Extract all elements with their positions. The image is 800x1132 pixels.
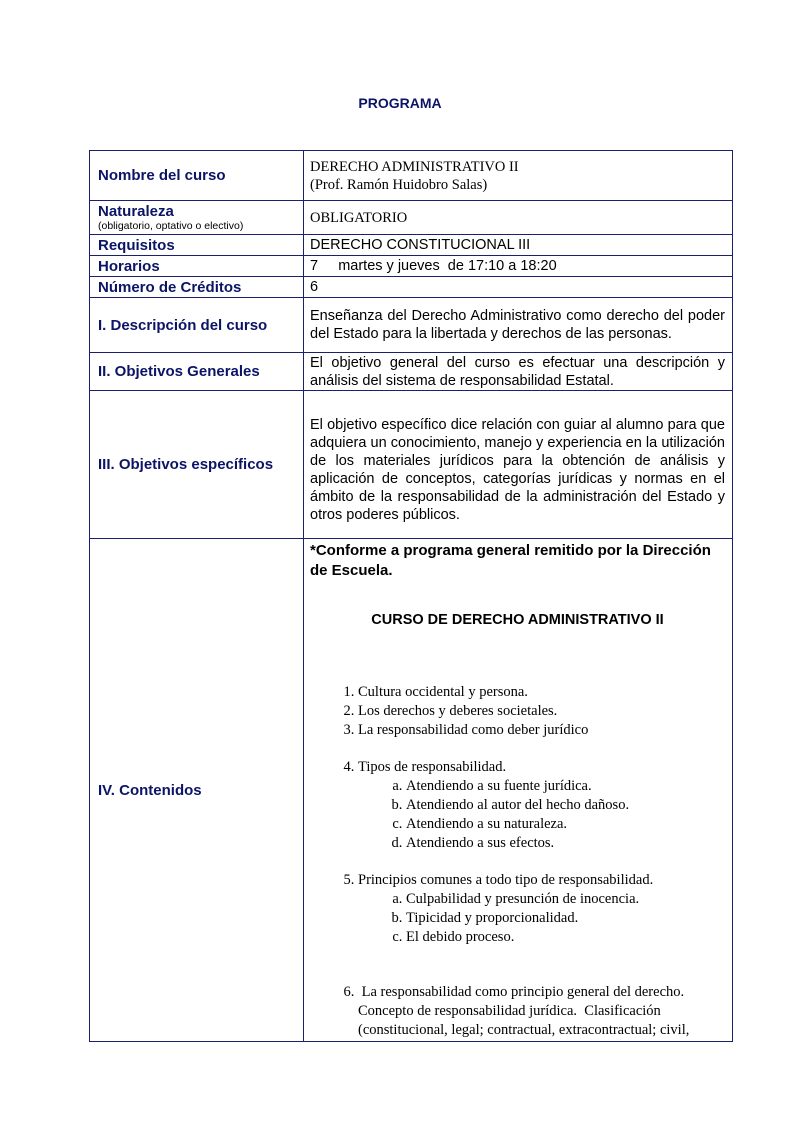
program-table xyxy=(89,150,733,1042)
label-contenidos: IV. Contenidos xyxy=(90,539,304,1042)
label-requisitos: Requisitos xyxy=(90,235,304,256)
list-item: 1. Cultura occidental y persona. xyxy=(358,683,725,702)
sublist-item: c. Atendiendo a su naturaleza. xyxy=(406,815,725,834)
row-creditos xyxy=(90,277,733,298)
list-item: 3. La responsabilidad como deber jurídico xyxy=(358,721,725,740)
contenidos-course-title: CURSO DE DERECHO ADMINISTRATIVO II xyxy=(371,612,664,628)
value-horarios: 7 martes y jueves de 17:10 a 18:20 xyxy=(304,256,733,277)
value-creditos: 6 xyxy=(304,277,733,298)
list-item: 2. Los derechos y deberes societales. xyxy=(358,702,725,721)
list-item: 6. La responsabilidad como principio general del derecho. Concepto de responsabilidad jurídica. Clasificación (constitucional, legal; contractual, extracontractual; civil, xyxy=(358,983,725,1040)
contenidos-list xyxy=(310,683,725,1040)
sublist-item: b. Atendiendo al autor del hecho dañoso. xyxy=(406,796,725,815)
sublist-item: b. Tipicidad y proporcionalidad. xyxy=(406,909,725,928)
course-name: DERECHO ADMINISTRATIVO II xyxy=(310,158,519,175)
sublist-5 xyxy=(358,890,725,947)
contenidos-note: *Conforme a programa general remitido por la Dirección de Escuela. xyxy=(310,542,711,579)
value-naturaleza: OBLIGATORIO xyxy=(304,201,733,235)
naturaleza-title: Naturaleza xyxy=(98,203,174,220)
row-obj-generales xyxy=(90,353,733,391)
sublist-4 xyxy=(358,777,725,853)
row-nombre xyxy=(90,151,733,201)
label-naturaleza xyxy=(90,201,304,235)
label-obj-especificos: III. Objetivos específicos xyxy=(90,391,304,539)
sublist-item: a. Atendiendo a su fuente jurídica. xyxy=(406,777,725,796)
course-professor: (Prof. Ramón Huidobro Salas) xyxy=(310,176,488,193)
page-title: PROGRAMA xyxy=(358,95,442,111)
value-obj-especificos: El objetivo específico dice relación con guiar al alumno para que adquiera un conocimiento, manejo y experiencia en la utilización de los materiales jurídicos para la obtención de análisis y aplicación de conceptos, categorías jurídicas y normas en el ámbito de la responsabilidad de la administración del Estado y otros poderes públicos. xyxy=(304,391,733,539)
value-descripcion: Enseñanza del Derecho Administrativo como derecho del poder del Estado para la libertada y derechos de las personas. xyxy=(304,298,733,353)
naturaleza-sublabel: (obligatorio, optativo o electivo) xyxy=(98,220,244,232)
sublist-item: d. Atendiendo a sus efectos. xyxy=(406,834,725,853)
sublist-item: c. El debido proceso. xyxy=(406,928,725,947)
row-contenidos xyxy=(90,539,733,1042)
label-horarios: Horarios xyxy=(90,256,304,277)
label-creditos: Número de Créditos xyxy=(90,277,304,298)
value-contenidos xyxy=(304,539,733,1042)
label-nombre: Nombre del curso xyxy=(90,151,304,201)
row-descripcion xyxy=(90,298,733,353)
value-nombre xyxy=(304,151,733,201)
label-descripcion: I. Descripción del curso xyxy=(90,298,304,353)
row-horarios xyxy=(90,256,733,277)
value-requisitos: DERECHO CONSTITUCIONAL III xyxy=(304,235,733,256)
value-obj-generales: El objetivo general del curso es efectuar una descripción y análisis del sistema de responsabilidad Estatal. xyxy=(304,353,733,391)
list-item-text: Principios comunes a todo tipo de responsabilidad. xyxy=(358,872,654,888)
list-item xyxy=(358,871,725,947)
label-obj-generales: II. Objetivos Generales xyxy=(90,353,304,391)
row-obj-especificos xyxy=(90,391,733,539)
list-item xyxy=(358,758,725,853)
row-naturaleza xyxy=(90,201,733,235)
list-item-text: Tipos de responsabilidad. xyxy=(358,759,507,775)
row-requisitos xyxy=(90,235,733,256)
sublist-item: a. Culpabilidad y presunción de inocencia. xyxy=(406,890,725,909)
